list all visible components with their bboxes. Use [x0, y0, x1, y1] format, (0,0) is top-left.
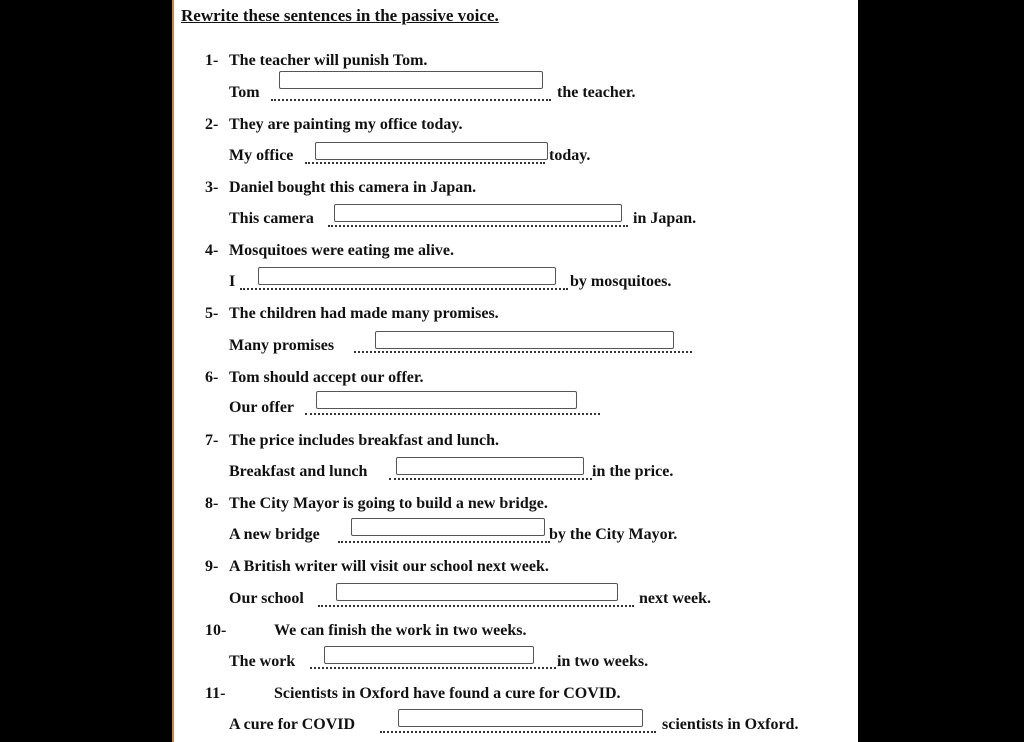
question-sentence: Mosquitoes were eating me alive. [229, 242, 454, 259]
answer-input-10[interactable] [324, 646, 534, 664]
answer-prefix: Our offer [229, 399, 295, 416]
answer-prefix: My office [229, 147, 294, 164]
answer-dotted-line [305, 162, 545, 164]
answer-suffix: in two weeks. [557, 653, 649, 670]
question-sentence: Daniel bought this camera in Japan. [229, 179, 477, 196]
answer-input-4[interactable] [258, 267, 556, 285]
answer-prefix: This camera [229, 210, 314, 227]
answer-input-5[interactable] [375, 331, 674, 349]
question-number: 11- [205, 685, 226, 702]
answer-dotted-line [380, 731, 656, 733]
question-sentence: We can finish the work in two weeks. [274, 622, 527, 639]
answer-suffix: next week. [639, 590, 711, 607]
question-number: 2- [205, 116, 219, 133]
answer-input-3[interactable] [334, 204, 622, 222]
question-sentence: They are painting my office today. [229, 116, 463, 133]
question-sentence: The teacher will punish Tom. [229, 52, 428, 69]
answer-prefix: A new bridge [229, 526, 320, 543]
answer-input-9[interactable] [336, 583, 618, 601]
question-number: 5- [205, 305, 219, 322]
answer-prefix: Many promises [229, 337, 335, 354]
answer-prefix: Breakfast and lunch [229, 463, 368, 480]
answer-suffix: by the City Mayor. [549, 526, 678, 543]
answer-suffix: today. [549, 147, 591, 164]
answer-input-2[interactable] [315, 142, 548, 160]
question-number: 6- [205, 369, 219, 386]
answer-dotted-line [389, 478, 592, 480]
question-sentence: A British writer will visit our school next week. [229, 558, 549, 575]
answer-suffix: in Japan. [633, 210, 697, 227]
answer-input-1[interactable] [279, 71, 543, 89]
question-number: 9- [205, 558, 219, 575]
answer-suffix: by mosquitoes. [570, 273, 672, 290]
answer-dotted-line [240, 288, 568, 290]
question-number: 4- [205, 242, 219, 259]
question-sentence: The price includes breakfast and lunch. [229, 432, 499, 449]
answer-suffix: scientists in Oxford. [662, 716, 799, 733]
answer-dotted-line [310, 667, 556, 669]
answer-prefix: Our school [229, 590, 304, 607]
question-number: 8- [205, 495, 219, 512]
question-number: 3- [205, 179, 219, 196]
worksheet-title: Rewrite these sentences in the passive voice. [181, 6, 499, 25]
question-sentence: Scientists in Oxford have found a cure for COVID. [274, 685, 621, 702]
answer-dotted-line [354, 351, 692, 353]
answer-input-8[interactable] [351, 518, 545, 536]
answer-dotted-line [328, 225, 628, 227]
question-number: 10- [205, 622, 227, 639]
answer-dotted-line [338, 541, 550, 543]
answer-prefix: The work [229, 653, 296, 670]
answer-suffix: in the price. [592, 463, 674, 480]
answer-prefix: I [229, 273, 236, 290]
answer-input-6[interactable] [316, 391, 577, 409]
answer-dotted-line [318, 605, 634, 607]
answer-suffix: the teacher. [557, 84, 636, 101]
answer-input-7[interactable] [396, 457, 584, 475]
question-sentence: The City Mayor is going to build a new bridge. [229, 495, 548, 512]
answer-input-11[interactable] [398, 709, 643, 727]
question-number: 7- [205, 432, 219, 449]
question-sentence: The children had made many promises. [229, 305, 499, 322]
question-sentence: Tom should accept our offer. [229, 369, 424, 386]
answer-prefix: A cure for COVID [229, 716, 356, 733]
answer-dotted-line [305, 413, 600, 415]
question-number: 1- [205, 52, 219, 69]
answer-prefix: Tom [229, 84, 260, 101]
answer-dotted-line [271, 99, 551, 101]
